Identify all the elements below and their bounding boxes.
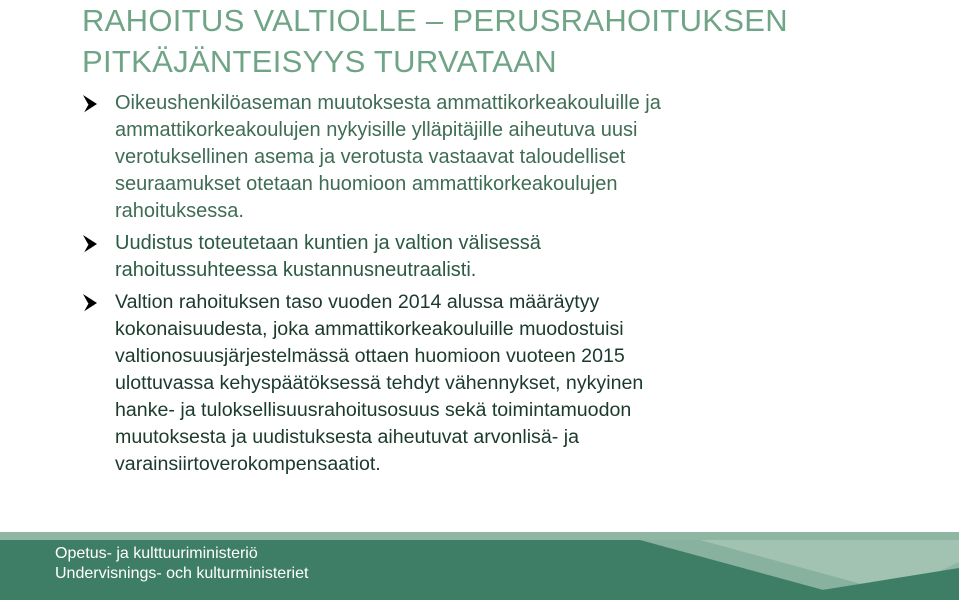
bullet-3-line-5: hanke- ja tuloksellisuusrahoitusosuus sekä toimintamuodon <box>115 399 632 421</box>
arrowhead-bullet-icon <box>82 94 98 114</box>
bullet-3-line-1: Valtion rahoituksen taso vuoden 2014 alussa määräytyy <box>115 291 600 313</box>
bullet-list <box>82 90 902 483</box>
footer-banner <box>0 532 959 600</box>
bullet-3-line-2: kokonaisuudesta, joka ammattikorkeakouluille muodostuisi <box>115 318 624 340</box>
bullet-1-line-3: verotuksellinen asema ja verotusta vastaavat taloudelliset <box>115 146 626 168</box>
ministry-name-finnish: Opetus- ja kulttuuriministeriö <box>55 545 258 562</box>
bullet-3-line-6: muutoksesta ja uudistuksesta aiheutuvat arvonlisä- ja <box>115 426 579 448</box>
bullet-1-line-1: Oikeushenkilöaseman muutoksesta ammattikorkeakouluille ja <box>115 92 661 114</box>
bullet-3-line-4: ulottuvassa kehyspäätöksessä tehdyt vähennykset, nykyinen <box>115 372 644 394</box>
bullet-3-line-3: valtionosuusjärjestelmässä ottaen huomioon vuoteen 2015 <box>115 345 625 367</box>
ministry-name-swedish: Undervisnings- och kulturministeriet <box>55 565 309 582</box>
arrowhead-bullet-icon <box>82 293 98 313</box>
arrowhead-bullet-icon <box>82 234 98 254</box>
bullet-1-line-5: rahoituksessa. <box>115 200 244 222</box>
bullet-2-line-2: rahoitussuhteessa kustannusneutraalisti. <box>115 259 477 281</box>
bullet-3-line-7: varainsiirtoverokompensaatiot. <box>115 453 381 475</box>
bullet-1-line-4: seuraamukset otetaan huomioon ammattikorkeakoulujen <box>115 173 618 195</box>
title-line-1: RAHOITUS VALTIOLLE – PERUSRAHOITUKSEN <box>82 3 788 38</box>
bullet-1-line-2: ammattikorkeakoulujen nykyisille ylläpitäjille aiheutuva uusi <box>115 119 638 141</box>
slide-title <box>82 0 942 82</box>
bullet-2-line-1: Uudistus toteutetaan kuntien ja valtion välisessä <box>115 232 541 254</box>
title-line-2: PITKÄJÄNTEISYYS TURVATAAN <box>82 44 557 79</box>
bullet-item-1 <box>82 90 902 225</box>
bullet-item-2 <box>82 230 902 284</box>
ministry-name <box>55 544 308 584</box>
bullet-item-3 <box>82 289 902 478</box>
